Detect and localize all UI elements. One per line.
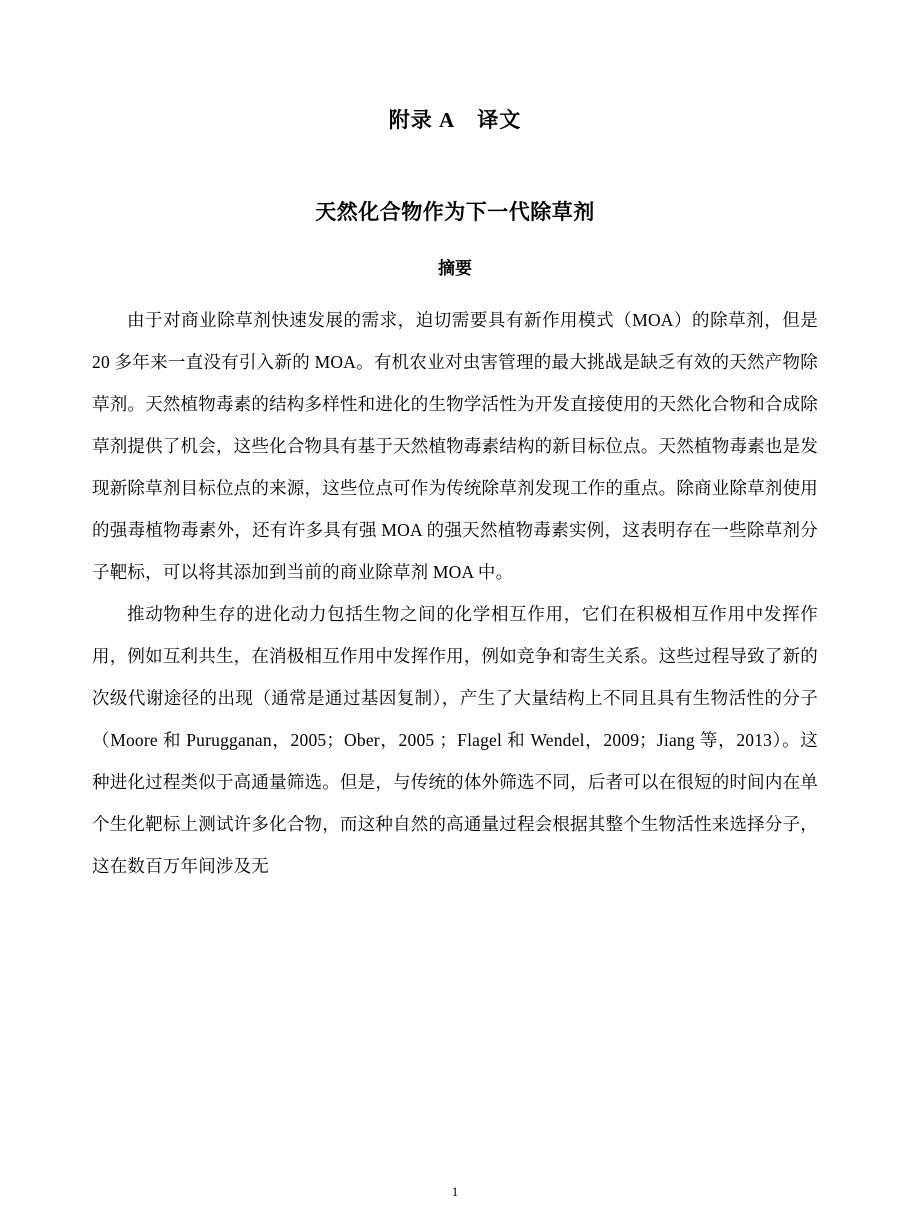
paragraph-abstract: 由于对商业除草剂快速发展的需求，迫切需要具有新作用模式（MOA）的除草剂，但是 20 多年来一直没有引入新的 MOA。有机农业对虫害管理的最大挑战是缺乏有效的天然产物除草剂。天然植物毒素的结构多样性和进化的生物学活性为开发直接使用的天然化合物和合成除草剂提供了机会，这些化合物具有基于天然植物毒素结构的新目标位点。天然植物毒素也是发现新除草剂目标位点的来源，这些位点可作为传统除草剂发现工作的重点。除商业除草剂使用的强毒植物毒素外，还有许多具有强 MOA 的强天然植物毒素实例，这表明存在一些除草剂分子靶标，可以将其添加到当前的商业除草剂 MOA 中。 bbox=[92, 310, 818, 582]
appendix-title-text: 译文 bbox=[477, 108, 522, 132]
paragraph-intro: 推动物种生存的进化动力包括生物之间的化学相互作用，它们在积极相互作用中发挥作用，例如互利共生，在消极相互作用中发挥作用，例如竞争和寄生关系。这些过程导致了新的次级代谢途径的出现（通常是通过基因复制），产生了大量结构上不同且具有生物活性的分子（Moore 和 Purugganan，2005；Ober，2005 ；Flagel 和 Wendel，2009；Jiang 等，2013）。这种进化过程类似于高通量筛选。但是，与传统的体外筛选不同，后者可以在很短的时间内在单个生化靶标上测试许多化合物，而这种自然的高通量过程会根据其整个生物活性来选择分子，这在数百万年间涉及无 bbox=[92, 604, 818, 876]
appendix-heading bbox=[92, 104, 818, 134]
appendix-label: 附录 A bbox=[388, 108, 456, 132]
page-number: 1 bbox=[451, 1184, 459, 1199]
abstract-heading: 摘要 bbox=[438, 259, 472, 278]
page-title: 天然化合物作为下一代除草剂 bbox=[315, 200, 595, 224]
